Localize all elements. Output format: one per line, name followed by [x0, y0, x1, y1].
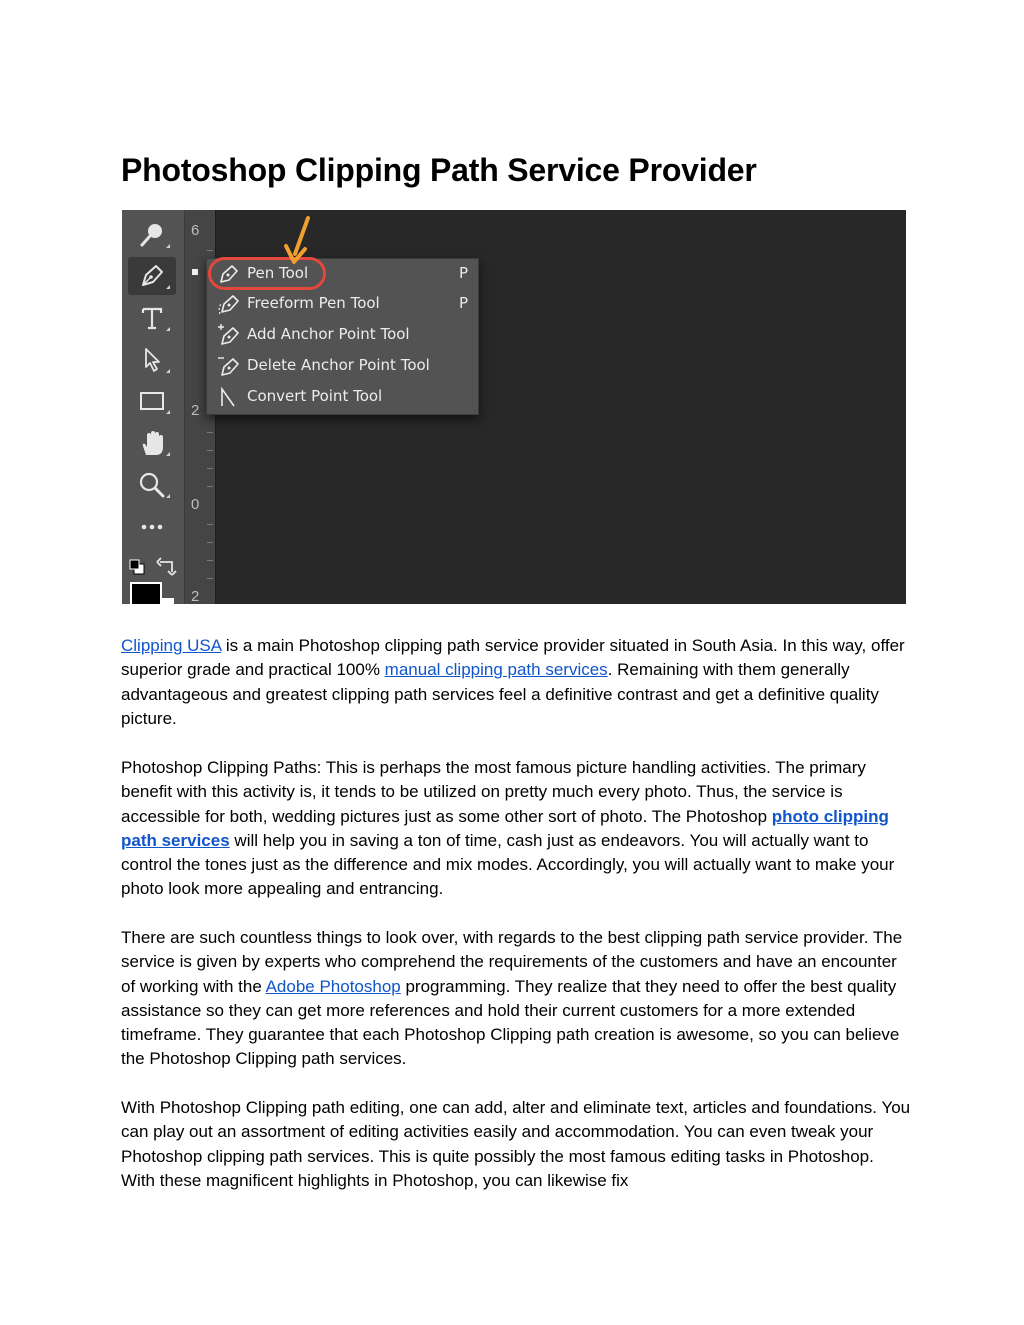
menu-item-delete-anchor-point-tool[interactable]	[207, 351, 478, 381]
freeform-pen-icon	[217, 292, 241, 316]
menu-item-freeform-pen-tool[interactable]	[207, 289, 478, 319]
background-color-swatch	[160, 598, 174, 604]
menu-item-shortcut: P	[458, 294, 468, 312]
paragraph-2	[121, 756, 911, 902]
menu-item-convert-point-tool[interactable]	[207, 382, 478, 412]
menu-item-label: Pen Tool	[247, 264, 309, 282]
hand-icon	[128, 424, 176, 462]
rectangle-icon	[128, 382, 176, 420]
paragraph-text: Photoshop Clipping Paths: This is perhaps the most famous picture handling activities. The primary benefit with this activity is, it tends to be utilized on pretty much every photo. Thus, the service is accessible for both, wedding pictures just as some other sort of photo. The Photoshop	[121, 758, 866, 826]
convert-point-icon	[217, 385, 241, 409]
ruler-number: 6	[191, 222, 200, 239]
paragraph-4	[121, 1096, 911, 1193]
menu-item-add-anchor-point-tool[interactable]	[207, 320, 478, 350]
paragraph-text: programming. They realize that they need to offer the best quality assistance so they can get more references and hold their current customers for a more extended timeframe. They guarantee that each Photoshop Clipping path creation is awesome, so you can believe the Photoshop Clipping path services.	[121, 976, 900, 1069]
paragraph-text: is a main Photoshop clipping path service provider situated in South Asia. In this way, offer superior grade and practical 100%	[121, 636, 905, 680]
tools-panel	[122, 210, 184, 604]
menu-item-label: Convert Point Tool	[247, 387, 383, 405]
paragraph-3	[121, 926, 911, 1072]
page-title: Photoshop Clipping Path Service Provider	[121, 152, 757, 188]
paragraph-1	[121, 634, 911, 731]
paragraph-text: There are such countless things to look over, with regards to the best clipping path service provider. The service is given by experts who comprehend the requirements of the customers and have an encounter of working with the	[121, 928, 903, 996]
pen-icon	[128, 257, 176, 295]
more-icon	[128, 508, 176, 546]
default-colors-icon	[128, 558, 146, 576]
foreground-color-swatch	[130, 582, 162, 604]
paragraph-text: will help you in saving a ton of time, cash just as endeavors. You will actually want to control the tones just as the difference and mix modes. Accordingly, you will actually want to make your photo look more appealing and entrancing.	[121, 830, 895, 899]
ruler-number: 2	[191, 588, 200, 604]
arrow-icon	[128, 341, 176, 379]
link-clipping-usa[interactable]: Clipping USA	[121, 636, 222, 655]
paragraph-text: . Remaining with them generally advantageous and greatest clipping path services feel a definitive contrast and get a definitive quality picture.	[121, 660, 879, 728]
zoom-icon	[128, 466, 176, 504]
magnify-brush-icon	[128, 216, 176, 254]
menu-item-label: Add Anchor Point Tool	[247, 325, 410, 343]
type-icon	[128, 299, 176, 337]
paragraph-text: With Photoshop Clipping path editing, one can add, alter and eliminate text, articles and foundations. You can play out an assortment of editing activities easily and accommodation. You can even tweak your Photoshop clipping path services. This is quite possibly the most famous editing tasks in Photoshop. With these magnificent highlights in Photoshop, you can likewise fix	[121, 1098, 911, 1190]
selected-bullet	[192, 269, 198, 275]
swap-colors-icon	[156, 556, 178, 576]
menu-item-label: Freeform Pen Tool	[247, 294, 380, 312]
menu-item-shortcut: P	[458, 264, 468, 282]
ruler-number: 2	[191, 402, 200, 419]
menu-item-label: Delete Anchor Point Tool	[247, 356, 430, 374]
link-adobe-photoshop[interactable]: Adobe Photoshop	[265, 976, 401, 996]
link-photo-clipping-path-services[interactable]: photo clipping path services	[121, 806, 889, 850]
delete-anchor-point-icon	[217, 354, 241, 378]
link-manual-clipping-path-services[interactable]: manual clipping path services	[384, 660, 608, 680]
photoshop-screenshot	[122, 210, 906, 604]
add-anchor-point-icon	[217, 323, 241, 347]
ruler-number: 0	[191, 496, 200, 513]
pointer-arrow-icon	[278, 214, 318, 266]
